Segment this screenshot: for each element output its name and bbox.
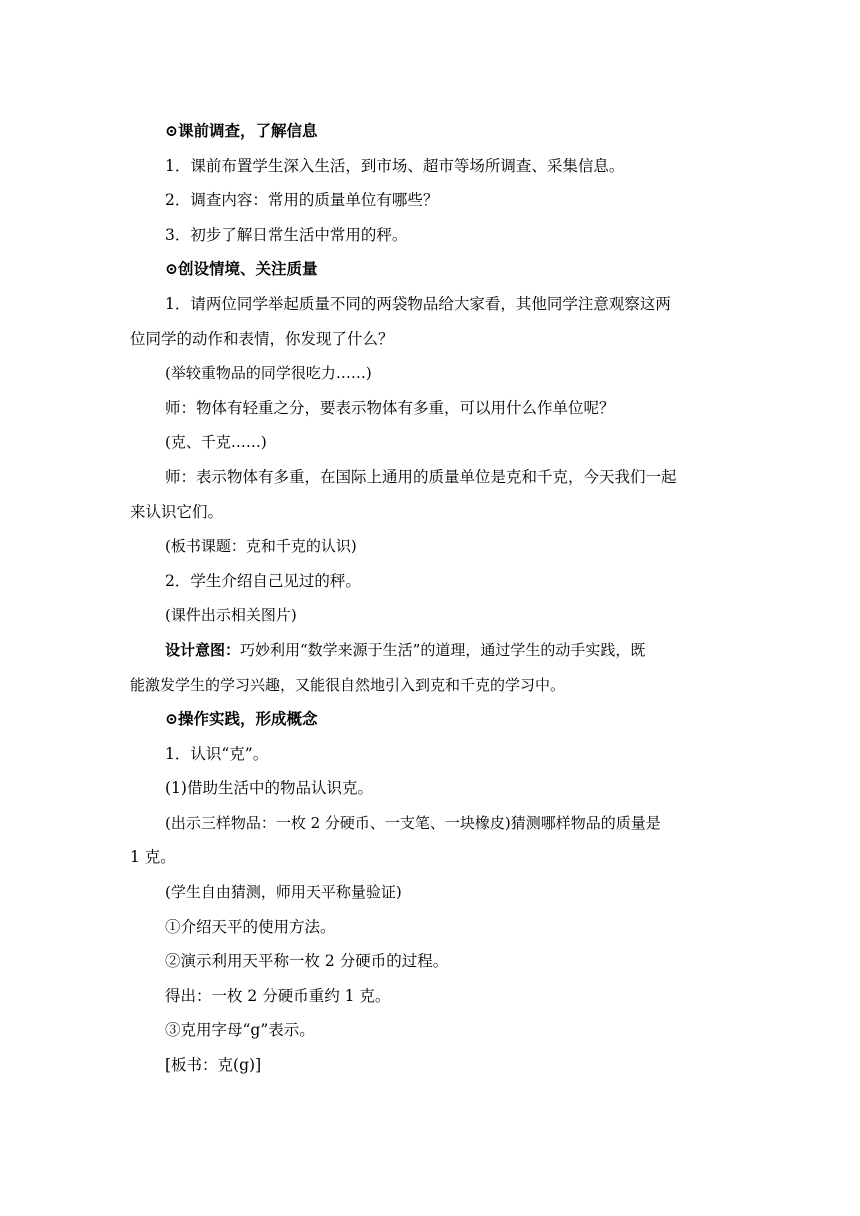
paragraph-continuation: 位同学的动作和表情，你发现了什么？ xyxy=(130,329,394,348)
section-heading-practice: ⊙操作实践，形成概念 xyxy=(165,709,318,729)
paragraph: 1．请两位同学举起质量不同的两袋物品给大家看，其他同学注意观察这两 xyxy=(165,294,671,313)
design-intent xyxy=(130,633,730,668)
note: (克、千克……) xyxy=(165,433,267,452)
paragraph-continuation: 1 克。 xyxy=(130,848,176,867)
paragraph-continuation: 来认识它们。 xyxy=(130,502,224,521)
paragraph: (1)借助生活中的物品认识克。 xyxy=(165,779,373,798)
design-intent-continuation: 能激发学生的学习兴趣，又能很自然地引入到克和千克的学习中。 xyxy=(130,675,566,694)
section-heading-survey: ⊙课前调查，了解信息 xyxy=(165,121,318,140)
paragraph: 2．学生介绍自己见过的秤。 xyxy=(165,571,361,590)
note: (课件出示相关图片) xyxy=(165,606,297,625)
paragraph: [板书：克(g)] xyxy=(165,1056,262,1075)
paragraph: ③克用字母“g”表示。 xyxy=(165,1021,315,1040)
paragraph: 师：物体有轻重之分，要表示物体有多重，可以用什么作单位呢？ xyxy=(165,398,615,417)
paragraph: 1．课前布置学生深入生活，到市场、超市等场所调查、采集信息。 xyxy=(165,156,625,175)
document-body xyxy=(130,114,730,1083)
paragraph: 2．调查内容：常用的质量单位有哪些？ xyxy=(165,191,439,210)
paragraph: ①介绍天平的使用方法。 xyxy=(165,917,336,936)
note: (学生自由猜测，师用天平称量验证) xyxy=(165,883,402,902)
design-intent-label: 设计意图： xyxy=(165,640,241,659)
design-intent-text: 巧妙利用“数学来源于生活”的道理，通过学生的动手实践，既 xyxy=(240,640,646,659)
paragraph: 3．初步了解日常生活中常用的秤。 xyxy=(165,225,408,244)
paragraph: 1．认识“克”。 xyxy=(165,744,269,763)
note: (出示三样物品：一枚 2 分硬币、一支笔、一块橡皮)猜测哪样物品的质量是 xyxy=(165,813,661,832)
note: (板书课题：克和千克的认识) xyxy=(165,537,357,556)
note: (举较重物品的同学很吃力……) xyxy=(165,364,372,383)
paragraph: 得出：一枚 2 分硬币重约 1 克。 xyxy=(165,986,391,1005)
paragraph: 师：表示物体有多重，在国际上通用的质量单位是克和千克，今天我们一起 xyxy=(165,467,677,486)
section-heading-situation: ⊙创设情境、关注质量 xyxy=(165,259,318,279)
paragraph: ②演示利用天平称一枚 2 分硬币的过程。 xyxy=(165,952,449,971)
